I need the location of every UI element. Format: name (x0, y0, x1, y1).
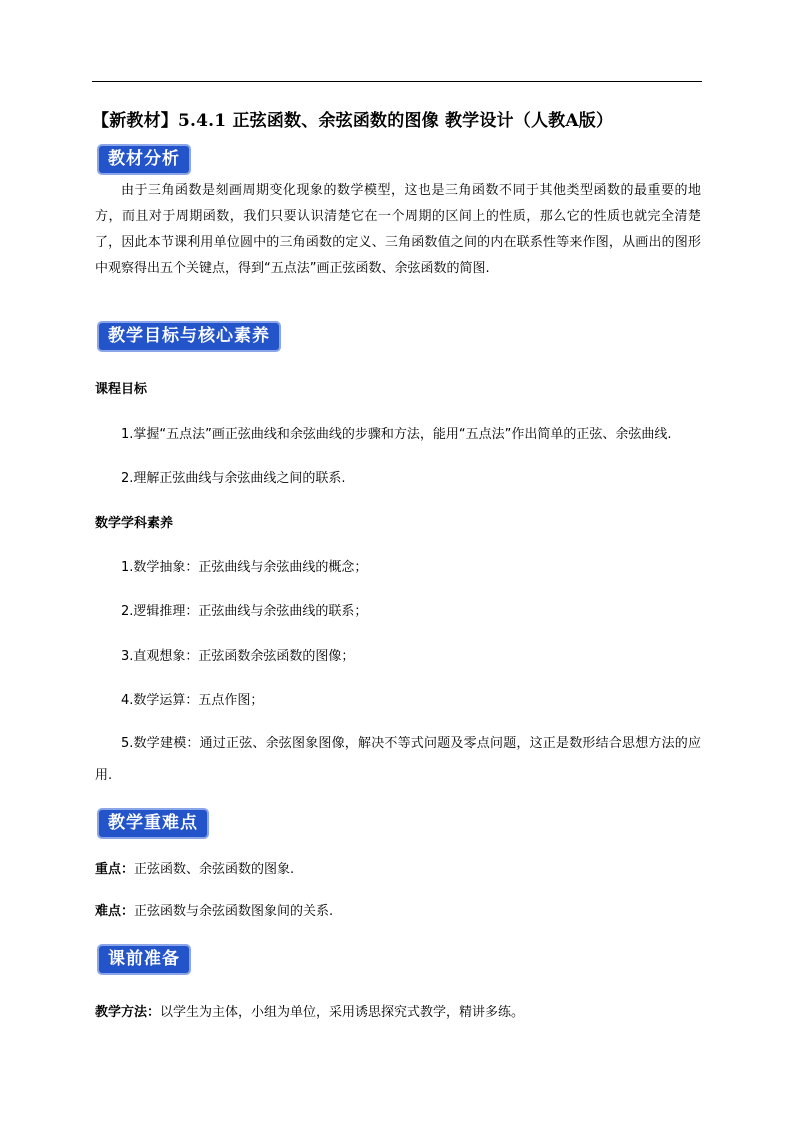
difficulty-text: 正弦函数与余弦函数图象间的关系. (134, 904, 334, 919)
section-header-analysis: 教材分析 (99, 146, 189, 173)
literacy-item: 4.数学运算：五点作图； (121, 693, 264, 708)
focus-line (95, 858, 294, 877)
literacy-item: 5.数学建模：通过正弦、余弦图象图像，解决不等式问题及零点问题，这正是数形结合思想方法的应用. (95, 736, 701, 783)
method-label: 教学方法： (95, 1005, 161, 1020)
difficulty-line (95, 900, 333, 919)
focus-label: 重点： (95, 862, 135, 877)
course-goal-item: 2.理解正弦曲线与余弦曲线之间的联系. (121, 471, 346, 486)
analysis-paragraph: 由于三角函数是刻画周期变化现象的数学模型，这也是三角函数不同于其他类型函数的最重要的地方，而且对于周期函数，我们只要认识清楚它在一个周期的区间上的性质，那么它的性质也就完全清楚了，因此本节课利用单位圆中的三角函数的定义、三角函数值之间的内在联系性等来作图，从画出的图形中观察得出五个关键点，得到“五点法”画正弦函数、余弦函数的简图. (95, 183, 701, 276)
focus-text: 正弦函数、余弦函数的图象. (134, 862, 295, 877)
method-text: 以学生为主体，小组为单位，采用诱思探究式教学，精讲多练。 (160, 1005, 525, 1020)
literacy-title: 数学学科素养 (95, 516, 174, 531)
literacy-item: 1.数学抽象：正弦曲线与余弦曲线的概念； (121, 560, 368, 575)
section-header-goals: 教学目标与核心素养 (99, 323, 279, 350)
difficulty-label: 难点： (95, 904, 135, 919)
literacy-item: 3.直观想象：正弦函数余弦函数的图像； (121, 649, 355, 664)
literacy-item: 2.逻辑推理：正弦曲线与余弦曲线的联系； (121, 604, 368, 619)
section-header-preparation: 课前准备 (99, 946, 189, 973)
document-title: 【新教材】5.4.1 正弦函数、余弦函数的图像 教学设计（人教A版） (92, 111, 614, 131)
course-goal-item: 1.掌握“五点法”画正弦曲线和余弦曲线的步骤和方法，能用“五点法”作出简单的正弦、余弦曲线. (121, 427, 672, 442)
header-rule (92, 81, 702, 82)
section-header-key-points: 教学重难点 (99, 810, 207, 837)
course-goals-title: 课程目标 (95, 382, 148, 397)
method-line (95, 1001, 524, 1020)
